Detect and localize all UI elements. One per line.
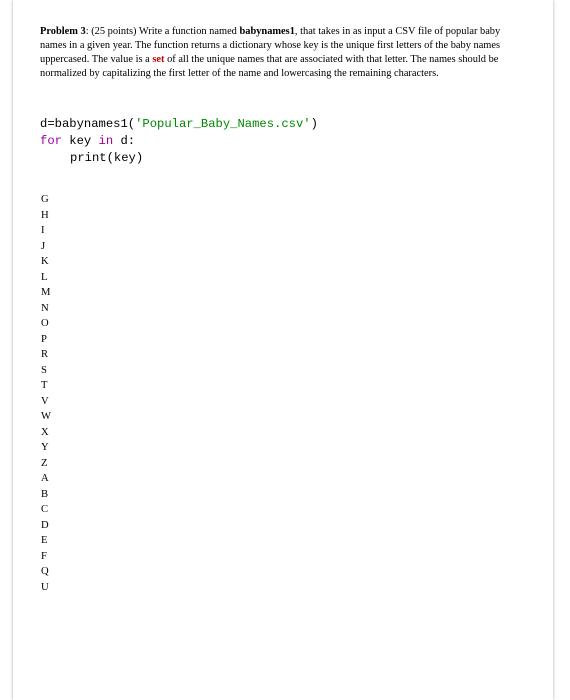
output-letter: R [41,349,49,360]
output-letter: K [41,256,49,267]
code-filename-string: 'Popular_Baby_Names.csv' [135,117,311,131]
problem-body-part2: of all the unique names that are associated with that letter. The names should be normalized by capitalizing the first letter of the name and lowercasing the remaining characters. [40,54,499,79]
output-letter: Z [41,457,48,469]
set-keyword: set [152,54,165,65]
output-letter: A [41,473,49,484]
code-call-prefix: d=babynames1( [40,117,136,131]
problem-label: Problem 3 [40,26,86,37]
code-line-for [40,133,318,150]
output-letter: B [41,488,49,500]
code-call-suffix: ) [310,117,318,131]
code-in-keyword: in [98,134,114,148]
output-letter: D [41,519,49,531]
output-letter: X [41,426,49,438]
output-letter: G [41,194,49,205]
code-line-call [40,116,318,133]
problem-body-part1: , that takes in as input a CSV file of popular baby names in a given year. The function returns a dictionary whose key is the unique first letters of the baby names uppercased. The value is a [40,26,501,65]
function-name: babynames1 [239,26,295,37]
output-letter: U [41,581,49,593]
code-print-call: print(key) [70,151,144,165]
output-letter: Q [41,566,49,577]
output-letter: V [41,395,49,407]
output-letter: S [41,364,47,376]
code-block [40,116,318,167]
output-letter: N [41,302,49,314]
code-for-keyword: for [40,134,62,148]
code-loop-var: key [61,134,99,148]
output-letter: M [41,287,51,298]
output-letter-list [41,192,51,595]
document-page [13,0,553,700]
code-line-print [40,150,318,167]
output-letter: Y [41,442,49,453]
output-letter: T [41,380,48,391]
output-letter: L [41,271,48,283]
problem-statement [40,25,510,81]
output-letter: P [41,333,47,345]
output-letter: C [41,504,49,515]
output-letter: E [41,535,48,546]
problem-points: : (25 points) Write a function named [85,26,240,37]
code-loop-target: d: [113,134,136,148]
output-letter: I [41,225,45,236]
output-letter: J [41,240,46,252]
output-letter: W [41,411,51,422]
output-letter: H [41,209,49,221]
output-letter: O [41,318,49,329]
output-letter: F [41,550,47,562]
